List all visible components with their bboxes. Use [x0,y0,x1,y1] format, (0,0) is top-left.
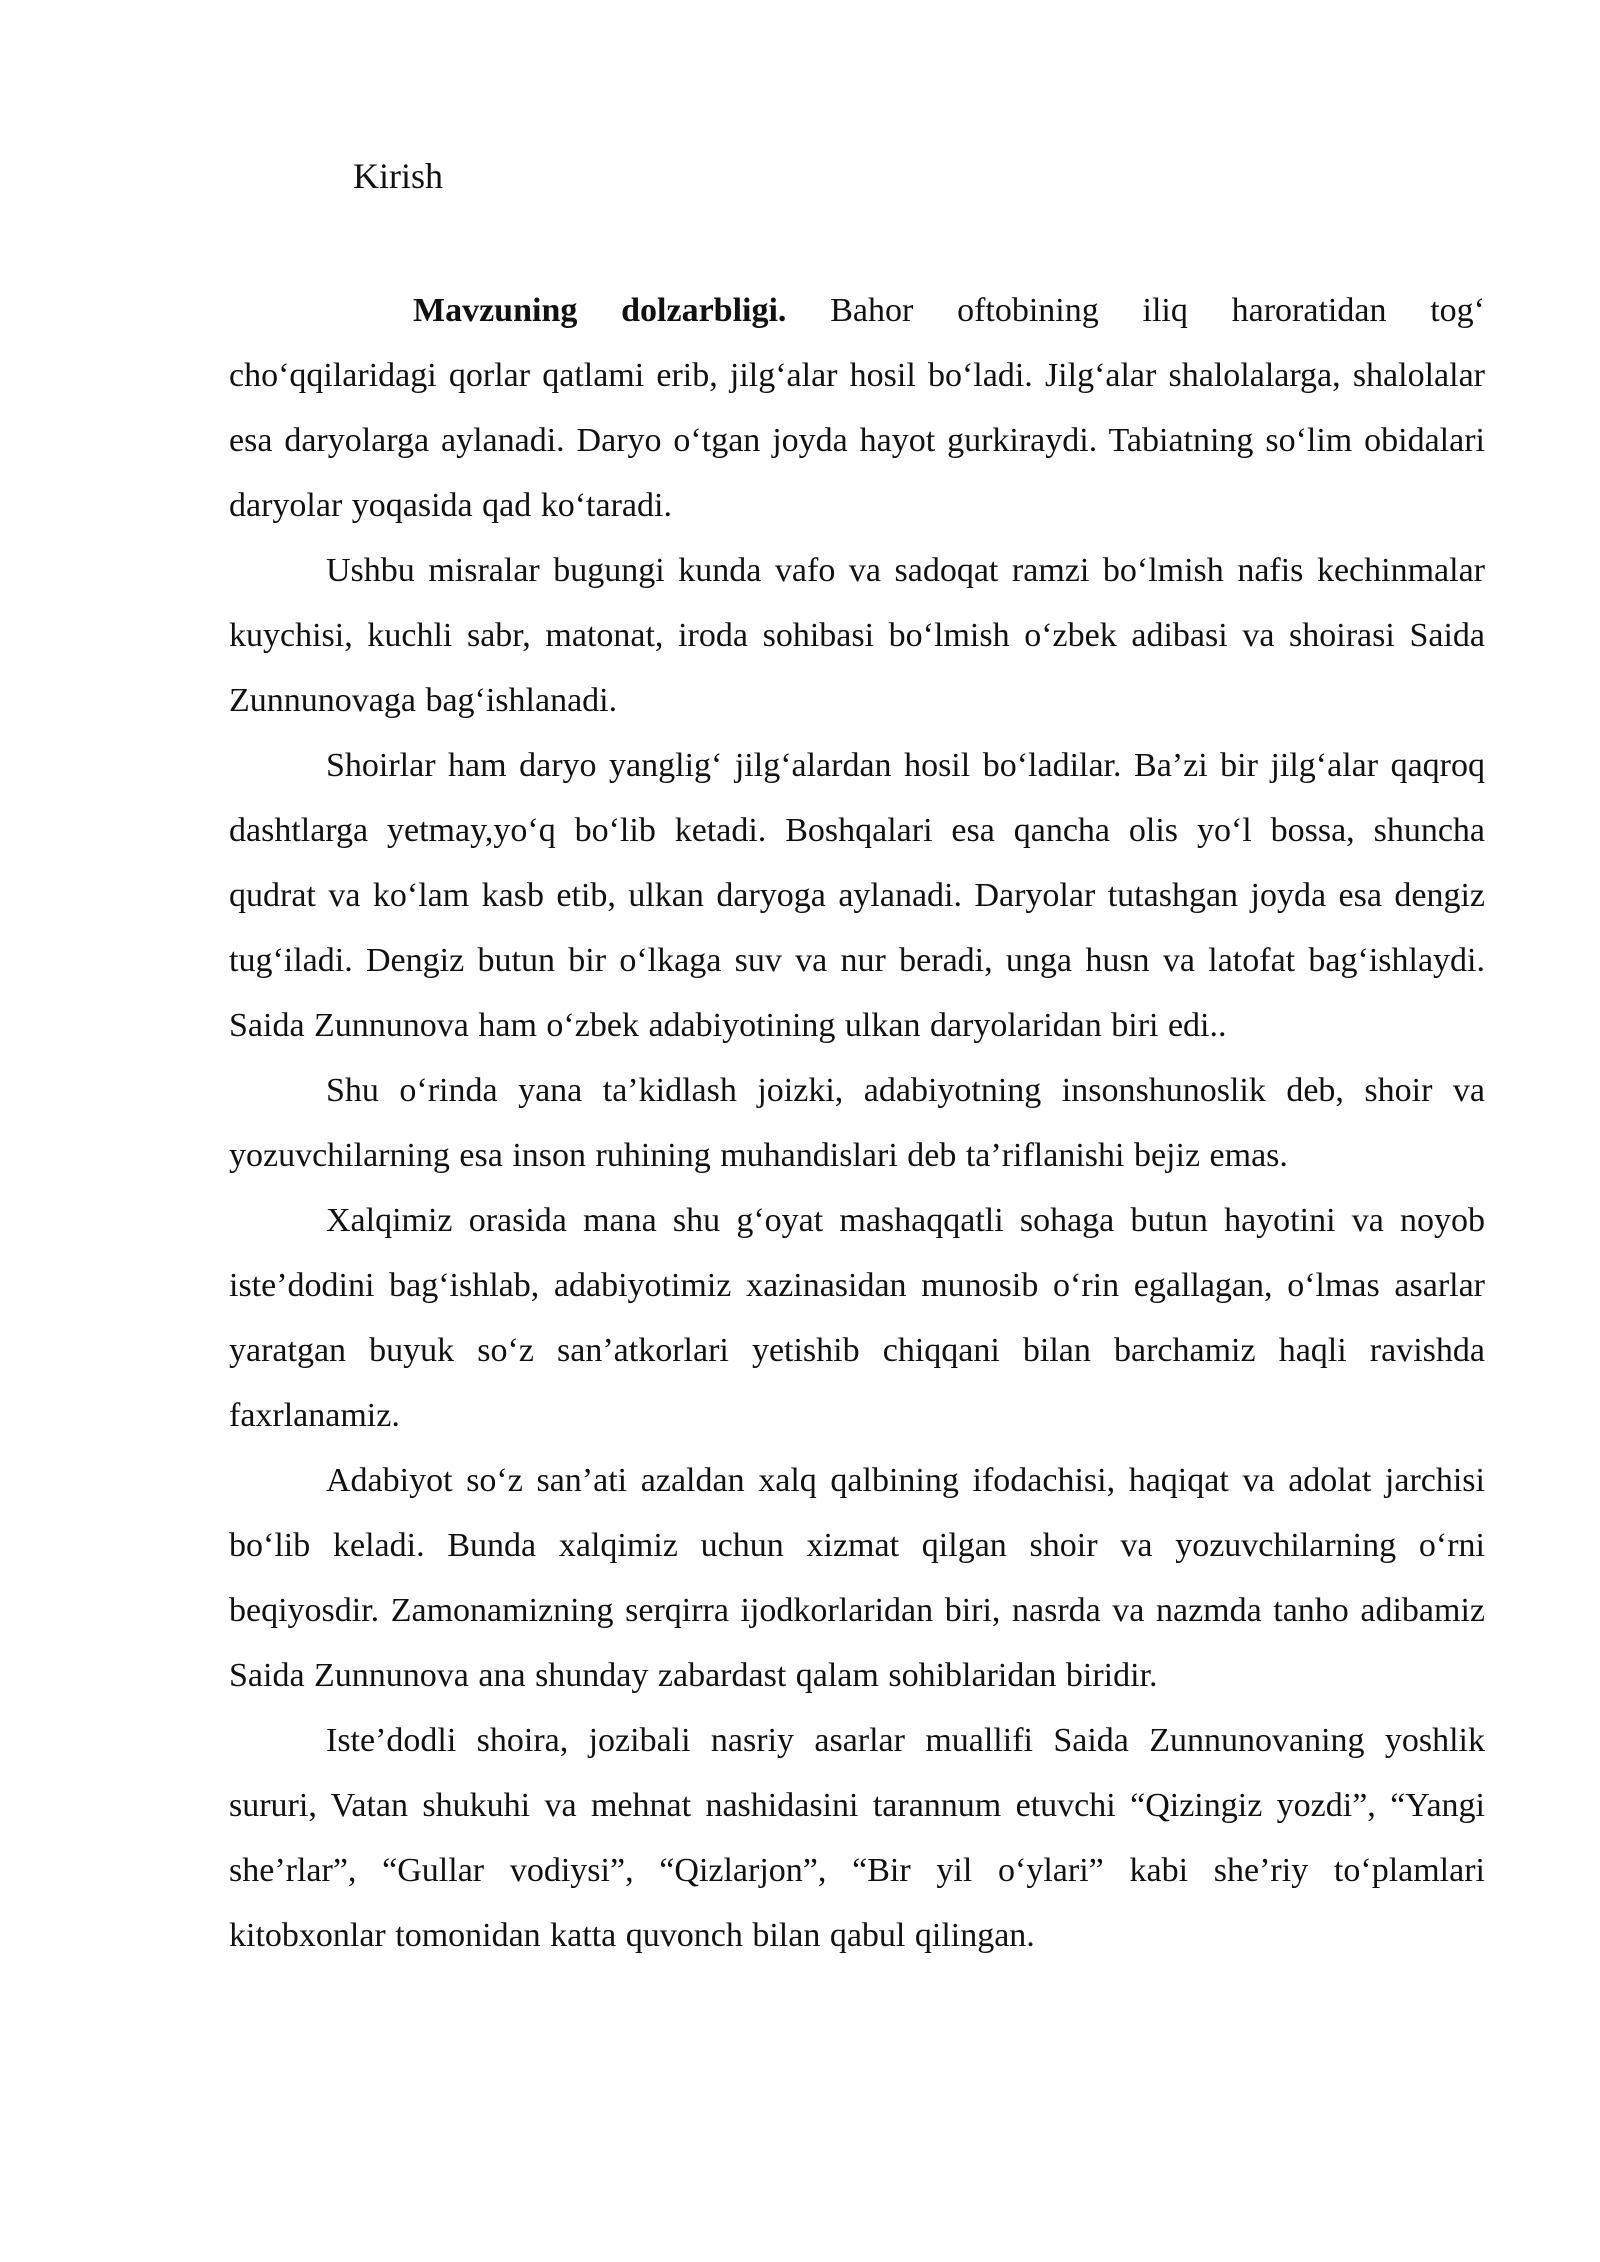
paragraph-1 [229,278,1485,538]
paragraph-6: Adabiyot so‘z san’ati azaldan xalq qalbining ifodachisi, haqiqat va adolat jarchisi bo‘lib keladi. Bunda xalqimiz uchun xizmat qilgan shoir va yozuvchilarning o‘rni beqiyosdir. Zamonamizning serqirra ijodkorlaridan biri, nasrda va nazmda tanho adibamiz Saida Zunnunova ana shunday zabardast qalam sohiblaridan biridir. [229,1462,1485,1694]
section-heading: Kirish [353,156,443,196]
paragraph-text: Bahor oftobining iliq haroratidan tog‘ cho‘qqilaridagi qorlar qatlami erib, jilg‘alar hosil bo‘ladi. Jilg‘alar shalolalarga, shalolalar esa daryolarga aylanadi. Daryo o‘tgan joyda hayot gurkiraydi. Tabiatning so‘lim obidalari daryolar yoqasida qad ko‘taradi. [229,292,1485,524]
paragraph-3: Shoirlar ham daryo yanglig‘ jilg‘alardan hosil bo‘ladilar. Ba’zi bir jilg‘alar qaqroq dashtlarga yetmay,yo‘q bo‘lib ketadi. Boshqalari esa qancha olis yo‘l bossa, shuncha qudrat va ko‘lam kasb etib, ulkan daryoga aylanadi. Daryolar tutashgan joyda esa dengiz tug‘iladi. Dengiz butun bir o‘lkaga suv va nur beradi, unga husn va latofat bag‘ishlaydi. Saida Zunnunova ham o‘zbek adabiyotining ulkan daryolaridan biri edi.. [229,747,1485,1044]
paragraph-4: Shu o‘rinda yana ta’kidlash joizki, adabiyotning insonshunoslik deb, shoir va yozuvchilarning esa inson ruhining muhandislari deb ta’riflanishi bejiz emas. [229,1072,1485,1174]
paragraph-7: Iste’dodli shoira, jozibali nasriy asarlar muallifi Saida Zunnunovaning yoshlik sururi, Vatan shukuhi va mehnat nashidasini tarannum etuvchi “Qizingiz yozdi”, “Yangi she’rlar”, “Gullar vodiysi”, “Qizlarjon”, “Bir yil o‘ylari” kabi she’riy to‘plamlari kitobxonlar tomonidan katta quvonch bilan qabul qilingan. [229,1722,1485,1954]
paragraph-2: Ushbu misralar bugungi kunda vafo va sadoqat ramzi bo‘lmish nafis kechinmalar kuychisi, kuchli sabr, matonat, iroda sohibasi bo‘lmish o‘zbek adibasi va shoirasi Saida Zunnunovaga bag‘ishlanadi. [229,552,1485,719]
paragraph-lead: Mavzuning dolzarbligi. [413,292,787,329]
body-text [229,278,1485,1968]
paragraph-5: Xalqimiz orasida mana shu g‘oyat mashaqqatli sohaga butun hayotini va noyob iste’dodini bag‘ishlab, adabiyotimiz xazinasidan munosib o‘rin egallagan, o‘lmas asarlar yaratgan buyuk so‘z san’atkorlari yetishib chiqqani bilan barchamiz haqli ravishda faxrlanamiz. [229,1202,1485,1434]
